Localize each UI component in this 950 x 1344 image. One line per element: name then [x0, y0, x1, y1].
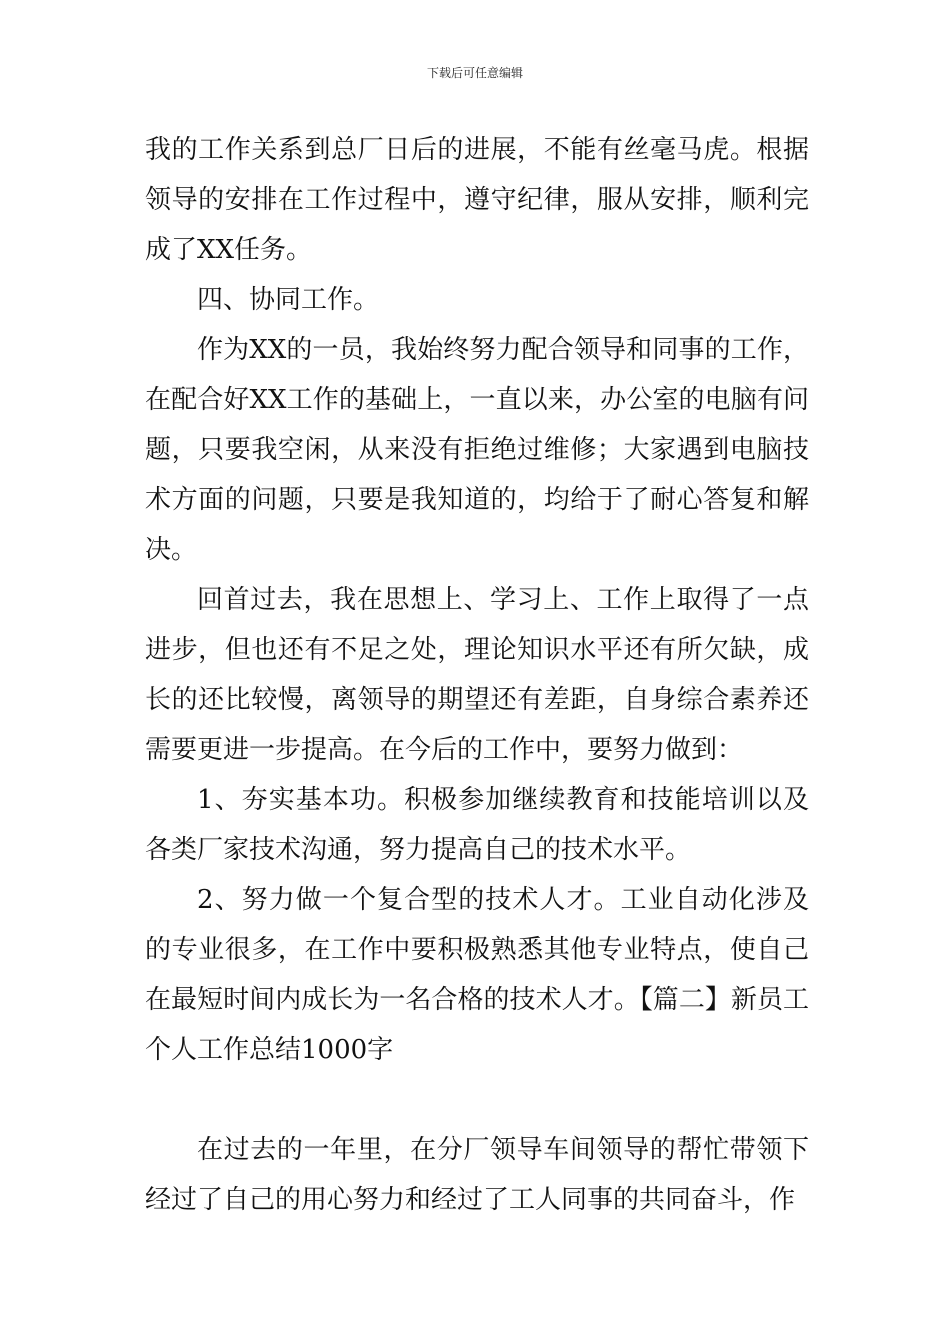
page-header: 下载后可任意编辑 [426, 66, 523, 80]
paragraph: 作为XX的一员，我始终努力配合领导和同事的工作，在配合好XX工作的基础上，一直以来，办公室的电脑有问题，只要我空闲，从来没有拒绝过维修；大家遇到电脑技术方面的问题，只要是我知道的，均给于了耐心答复和解决。 [145, 335, 809, 565]
list-item: 1、夯实基本功。积极参加继续教育和技能培训以及各类厂家技术沟通，努力提高自己的技术水平。 [145, 785, 809, 865]
paragraph: 回首过去，我在思想上、学习上、工作上取得了一点进步，但也还有不足之处，理论知识水平还有所欠缺，成长的还比较慢，离领导的期望还有差距，自身综合素养还需要更进一步提高。在今后的工作中，要努力做到： [145, 585, 809, 765]
list-item: 2、努力做一个复合型的技术人才。工业自动化涉及的专业很多，在工作中要积极熟悉其他专业特点，使自己在最短时间内成长为一名合格的技术人才。【篇二】新员工个人工作总结1000字 [145, 885, 809, 1065]
document-body [145, 125, 809, 1225]
section-heading: 四、协同工作。 [197, 285, 380, 315]
paragraph: 在过去的一年里，在分厂领导车间领导的帮忙带领下经过了自己的用心努力和经过了工人同事的共同奋斗，作 [145, 1135, 809, 1215]
blank-line [145, 1075, 809, 1125]
paragraph-continuation: 我的工作关系到总厂日后的进展，不能有丝毫马虎。根据领导的安排在工作过程中，遵守纪律，服从安排，顺利完成了XX任务。 [145, 135, 809, 265]
